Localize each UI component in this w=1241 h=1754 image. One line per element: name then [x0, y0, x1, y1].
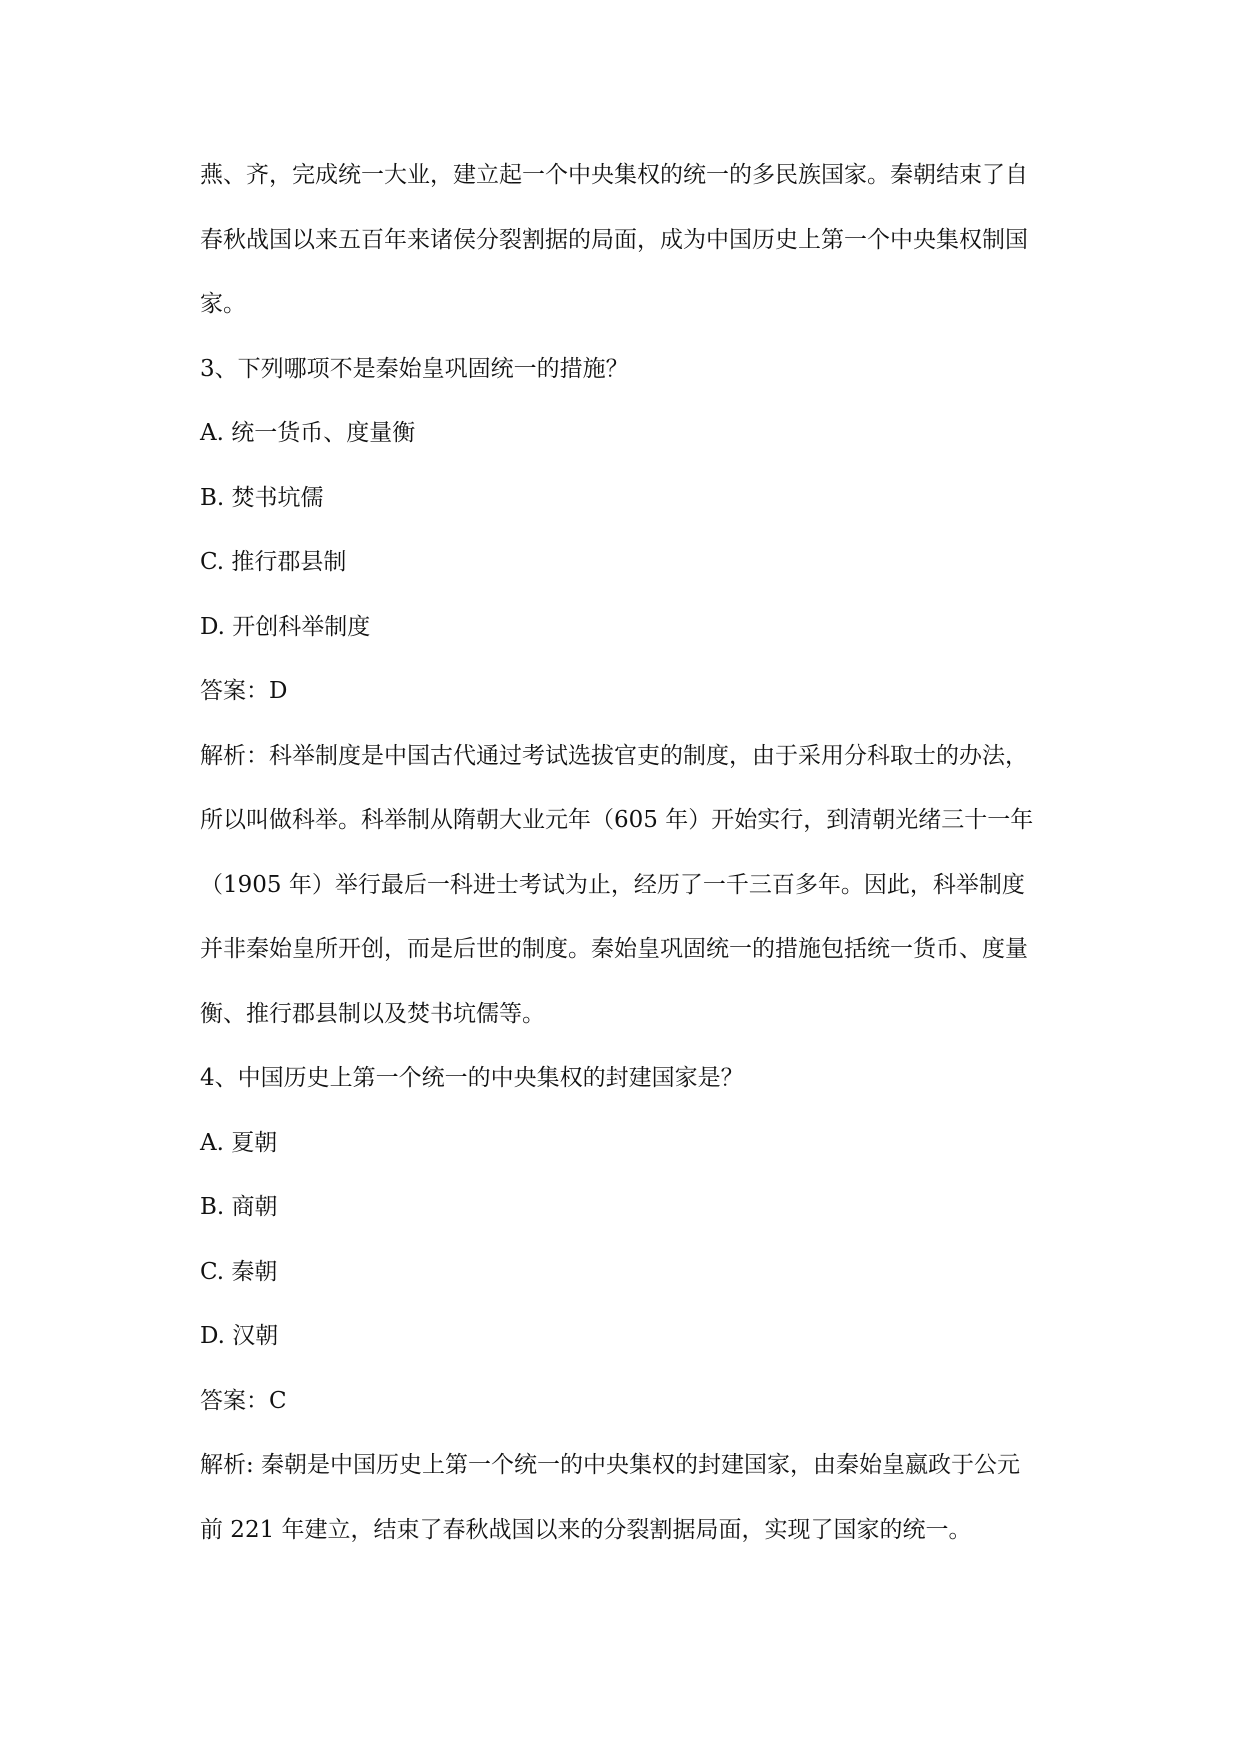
option-a: A. 夏朝 [200, 1129, 278, 1156]
explanation-line: 所以叫做科举。科举制从隋朝大业元年（605 年）开始实行，到清朝光绪三十一年 [200, 807, 1034, 833]
option-d: D. 汉朝 [200, 1323, 279, 1349]
explanation-line: 解析：科举制度是中国古代通过考试选拔官吏的制度，由于采用分科取士的办法， [200, 742, 1028, 769]
text-line: 家。 [200, 291, 246, 317]
question-4: 4、中国历史上第一个统一的中央集权的封建国家是？ [200, 1065, 744, 1091]
option-c: C. 秦朝 [200, 1258, 278, 1285]
explanation-line: 解析: 秦朝是中国历史上第一个统一的中央集权的封建国家，由秦始皇嬴政于公元 [200, 1452, 1021, 1478]
explanation-line: （1905 年）举行最后一科进士考试为止，经历了一千三百多年。因此，科举制度 [200, 871, 1025, 898]
question-3: 3、下列哪项不是秦始皇巩固统一的措施？ [200, 355, 629, 382]
answer: 答案：C [200, 1387, 287, 1414]
text-line: 春秋战国以来五百年来诸侯分裂割据的局面，成为中国历史上第一个中央集权制国 [200, 226, 1028, 253]
option-b: B. 焚书坑儒 [200, 484, 324, 511]
option-b: B. 商朝 [200, 1194, 278, 1220]
explanation-line: 并非秦始皇所开创，而是后世的制度。秦始皇巩固统一的措施包括统一货币、度量 [200, 936, 1028, 962]
explanation-line: 衡、推行郡县制以及焚书坑儒等。 [200, 1000, 545, 1027]
document-body [200, 143, 1100, 1562]
option-a: A. 统一货币、度量衡 [200, 420, 416, 446]
option-d: D. 开创科举制度 [200, 613, 371, 640]
explanation-line: 前 221 年建立，结束了春秋战国以来的分裂割据局面，实现了国家的统一。 [200, 1516, 972, 1543]
text-line: 燕、齐，完成统一大业，建立起一个中央集权的统一的多民族国家。秦朝结束了自 [200, 162, 1028, 188]
answer: 答案：D [200, 678, 288, 704]
option-c: C. 推行郡县制 [200, 549, 347, 575]
